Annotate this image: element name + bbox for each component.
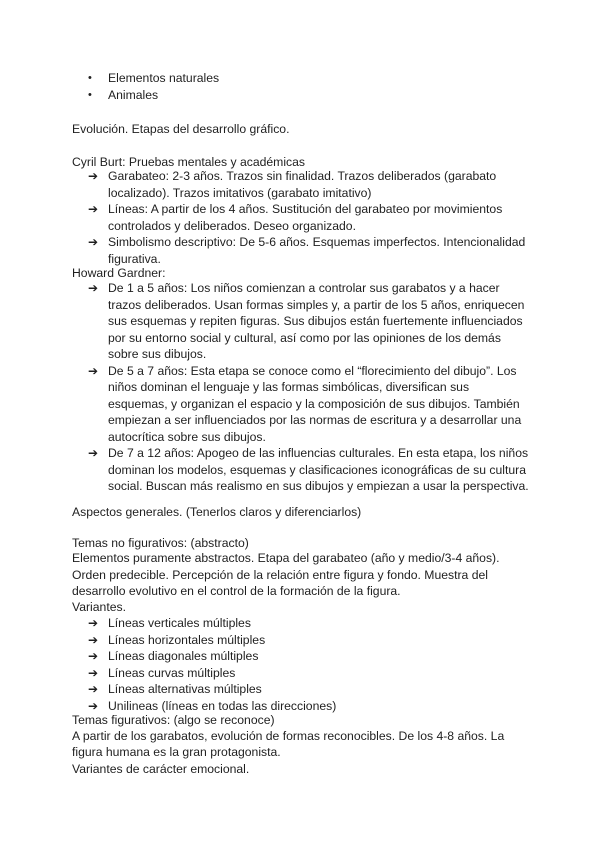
list-item-line: Líneas horizontales múltiples <box>108 632 266 647</box>
list-item-line: empiezan a ser influenciados por las normas de escritura y a desarrollar una <box>108 413 522 427</box>
no-figurativos-heading: Temas no figurativos: (abstracto) <box>72 536 249 550</box>
list-item <box>0 70 600 87</box>
paragraph-line: A partir de los garabatos, evolución de formas reconocibles. De los 4-8 años. La <box>72 729 505 743</box>
arrow-icon: ➔ <box>88 202 99 216</box>
arrow-icon: ➔ <box>88 169 99 183</box>
list-item <box>0 201 600 234</box>
list-item <box>0 681 600 698</box>
arrow-icon: ➔ <box>88 616 99 630</box>
list-item-line: niños dominan el lenguaje y las formas simbólicas, diversifican sus <box>108 380 470 394</box>
arrow-icon: ➔ <box>88 281 99 295</box>
list-item <box>0 648 600 665</box>
arrow-icon: ➔ <box>88 632 99 647</box>
burt-heading: Cyril Burt: Pruebas mentales y académicas <box>72 155 306 169</box>
arrow-icon: ➔ <box>88 665 99 680</box>
arrow-icon: ➔ <box>88 698 99 713</box>
paragraph-line: figura humana es la gran protagonista. <box>72 745 281 759</box>
bullet-icon: • <box>88 72 92 84</box>
paragraph-line: desarrollo evolutivo en el control de la formación de la figura. <box>72 584 401 598</box>
list-item <box>0 87 600 104</box>
list-item-line: Líneas curvas múltiples <box>108 665 236 680</box>
arrow-icon: ➔ <box>88 682 99 696</box>
list-item-line: controlados y deliberados. Deseo organizado. <box>108 218 356 233</box>
burt-list <box>0 168 600 267</box>
list-item-text: Elementos naturales <box>108 71 220 85</box>
list-item <box>0 280 600 363</box>
list-item-line: figurativa. <box>108 251 161 266</box>
list-item-line: por su entorno social y cultural, así como por las opiniones de los demás <box>108 330 501 345</box>
list-item <box>0 234 600 267</box>
gardner-list <box>0 280 600 495</box>
list-item-text: Animales <box>108 88 159 102</box>
list-item <box>0 363 600 446</box>
list-item-line: Líneas diagonales múltiples <box>108 649 259 663</box>
list-item-line: esquemas, y organizan el espacio y la composición de sus dibujos. También <box>108 396 520 411</box>
bullet-icon: • <box>88 89 92 101</box>
section-heading-evolucion: Evolución. Etapas del desarrollo gráfico. <box>72 122 290 136</box>
section-heading-aspectos: Aspectos generales. (Tenerlos claros y diferenciarlos) <box>72 505 362 519</box>
list-item <box>0 632 600 649</box>
list-item <box>0 665 600 682</box>
list-item <box>0 615 600 632</box>
arrow-icon: ➔ <box>88 649 99 663</box>
list-item-line: dominan los modelos, esquemas y clasificaciones iconográficas de su cultura <box>108 462 526 477</box>
arrow-icon: ➔ <box>88 446 99 460</box>
paragraph-line: Elementos puramente abstractos. Etapa del garabateo (año y medio/3-4 años). <box>72 551 500 565</box>
list-item <box>0 168 600 201</box>
list-item-line: sus esquemas y repiten figuras. Sus dibujos están fuertemente influenciados <box>108 314 523 328</box>
gardner-heading: Howard Gardner: <box>72 266 166 280</box>
list-item-line: Líneas verticales múltiples <box>108 616 251 630</box>
list-item-line: De 1 a 5 años: Los niños comienzan a controlar sus garabatos y a hacer <box>108 281 500 295</box>
list-item <box>0 445 600 495</box>
figurativos-heading: Temas figurativos: (algo se reconoce) <box>72 713 275 727</box>
list-item-line: De 5 a 7 años: Esta etapa se conoce como el “florecimiento del dibujo”. Los <box>108 363 517 378</box>
list-item-line: Simbolismo descriptivo: De 5-6 años. Esquemas imperfectos. Intencionalidad <box>108 235 526 249</box>
paragraph-line: Variantes de carácter emocional. <box>72 762 250 776</box>
variantes-label: Variantes. <box>72 600 126 614</box>
arrow-icon: ➔ <box>88 363 99 378</box>
list-item-line: Garabateo: 2-3 años. Trazos sin finalidad. Trazos deliberados (garabato <box>108 169 497 183</box>
list-item-line: Unilineas (líneas en todas las direcciones) <box>108 698 337 713</box>
paragraph-line: Orden predecible. Percepción de la relación entre figura y fondo. Muestra del <box>72 568 488 582</box>
list-item-line: Líneas alternativas múltiples <box>108 682 262 696</box>
list-item-line: trazos deliberados. Usan formas simples y, a partir de los 5 años, enriquecen <box>108 297 525 312</box>
list-item-line: De 7 a 12 años: Apogeo de las influencias culturales. En esta etapa, los niños <box>108 446 529 460</box>
arrow-icon: ➔ <box>88 235 99 249</box>
list-item-line: social. Buscan más realismo en sus dibujos y empiezan a usar la perspectiva. <box>108 479 529 493</box>
list-item-line: autocrítica sobre sus dibujos. <box>108 429 266 444</box>
list-item-line: sobre sus dibujos. <box>108 347 207 361</box>
variantes-list <box>0 615 600 714</box>
list-item-line: Líneas: A partir de los 4 años. Sustitución del garabateo por movimientos <box>108 202 503 216</box>
list-item-line: localizado). Trazos imitativos (garabato imitativo) <box>108 185 372 200</box>
bullet-list <box>0 70 600 104</box>
